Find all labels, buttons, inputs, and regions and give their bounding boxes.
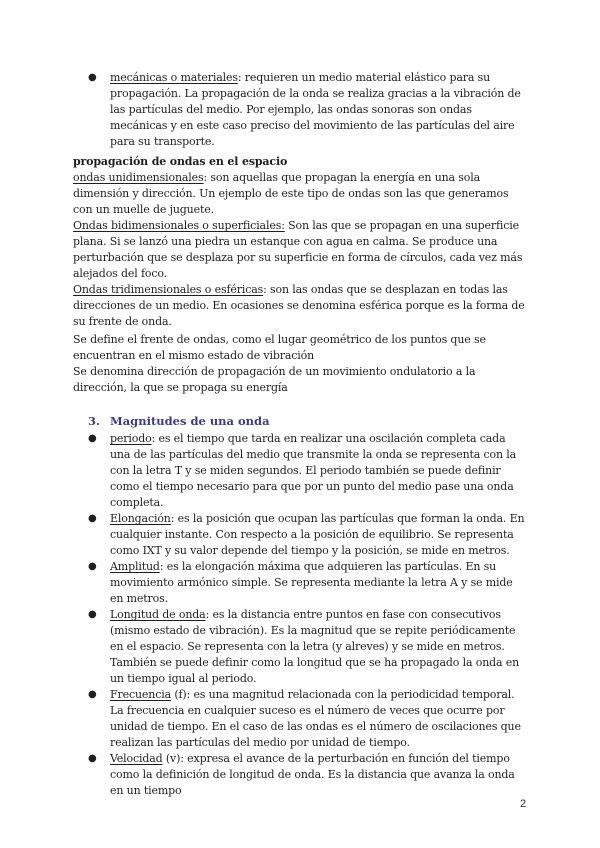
term-periodo: periodo xyxy=(110,432,152,445)
term-unidimensional: ondas unidimensionales xyxy=(73,171,204,184)
bullet-icon: ● xyxy=(88,561,97,572)
definition-text: : son aquellas que propagan la energía en una sola dimensión y dirección. Un ejemplo de este tipo de ondas son las que generamos con un muelle de juguete. xyxy=(73,171,509,216)
paragraph-unidimensional xyxy=(73,170,531,218)
mechanical-waves-list xyxy=(88,70,528,150)
propagation-section xyxy=(73,154,531,330)
term-mecanicas: mecánicas o materiales xyxy=(110,71,238,84)
term-longitud-de-onda: Longitud de onda xyxy=(110,608,206,621)
magnitudes-list xyxy=(88,431,528,799)
wavefront-section xyxy=(73,332,531,396)
term-bidimensional: Ondas bidimensionales o superficiales: xyxy=(73,219,285,232)
section-number: 3. xyxy=(88,414,101,428)
term-tridimensional: Ondas tridimensionales o esféricas xyxy=(73,283,264,296)
paragraph-tridimensional xyxy=(73,282,531,330)
list-item xyxy=(88,751,528,799)
definition-text: : es el tiempo que tarda en realizar una oscilación completa cada una de las partículas del medio que transmite la onda se representa con la con la letra T y se miden segundos. El periodo también se puede definir como el tiempo necesario para que por un punto del medio pase una onda completa. xyxy=(110,432,517,509)
paragraph-bidimensional xyxy=(73,218,531,282)
section-title: Magnitudes de una onda xyxy=(110,414,270,428)
definition-text: : es la elongación máxima que adquieren las partículas. En su movimiento armónico simple. Se representa mediante la letra A y se mide en metros. xyxy=(110,560,513,605)
wavefront-definition: Se define el frente de ondas, como el lugar geométrico de los puntos que se encuentran en el mismo estado de vibración xyxy=(73,333,486,362)
list-item xyxy=(88,431,528,511)
definition-text: : es la distancia entre puntos en fase con consecutivos (mismo estado de vibración). Es la magnitud que se repite periódicamente en el espacio. Se representa con la letra (y alreves) y se mide en metros. También se puede definir como la longitud que se ha propagado la onda en un tiempo igual al periodo. xyxy=(110,608,520,685)
term-frecuencia: Frecuencia xyxy=(110,688,171,701)
bullet-icon: ● xyxy=(88,433,97,444)
term-velocidad: Velocidad xyxy=(110,752,163,765)
definition-text: (v): expresa el avance de la perturbación en función del tiempo como la definición de longitud de onda. Es la distancia que avanza la onda en un tiempo xyxy=(110,752,515,797)
bullet-icon: ● xyxy=(88,609,97,620)
definition-text: Son las que se propagan en una superficie plana. Si se lanzó una piedra un estanque con agua en calma. Se produce una perturbación que se desplaza por su superficie en forma de círculos, cada vez más alejados del foco. xyxy=(73,219,523,280)
bullet-icon: ● xyxy=(88,72,97,83)
definition-text: (f): es una magnitud relacionada con la periodicidad temporal. La frecuencia en cualquier suceso es el número de veces que ocurre por unidad de tiempo. En el caso de las ondas es el número de oscilaciones que realizan las partículas del medio por unidad de tiempo. xyxy=(110,688,521,749)
list-item xyxy=(88,70,528,150)
list-item xyxy=(88,687,528,751)
term-elongacion: Elongación xyxy=(110,512,171,525)
section-heading: propagación de ondas en el espacio xyxy=(73,155,288,168)
list-item xyxy=(88,511,528,559)
propagation-direction-definition: Se denomina dirección de propagación de un movimiento ondulatorio a la dirección, la que se propaga su energía xyxy=(73,365,476,394)
list-item xyxy=(88,607,528,687)
section-3-heading xyxy=(88,414,270,428)
definition-text: : es la posición que ocupan las partículas que forman la onda. En cualquier instante. Con respecto a la posición de equilibrio. Se representa como IXT y su valor depende del tiempo y la posición, se mide en metros. xyxy=(110,512,525,557)
definition-text: : son las ondas que se desplazan en todas las direcciones de un medio. En ocasiones se denomina esférica porque es la forma de su frente de onda. xyxy=(73,283,525,328)
list-item xyxy=(88,559,528,607)
bullet-icon: ● xyxy=(88,689,97,700)
definition-text: : requieren un medio material elástico para su propagación. La propagación de la onda se realiza gracias a la vibración de las partículas del medio. Por ejemplo, las ondas sonoras son ondas mecánicas y en este caso preciso del movimiento de las partículas del aire para su transporte. xyxy=(110,71,521,148)
page-number: 2 xyxy=(520,798,527,810)
bullet-icon: ● xyxy=(88,753,97,764)
bullet-icon: ● xyxy=(88,513,97,524)
term-amplitud: Amplitud xyxy=(110,560,160,573)
